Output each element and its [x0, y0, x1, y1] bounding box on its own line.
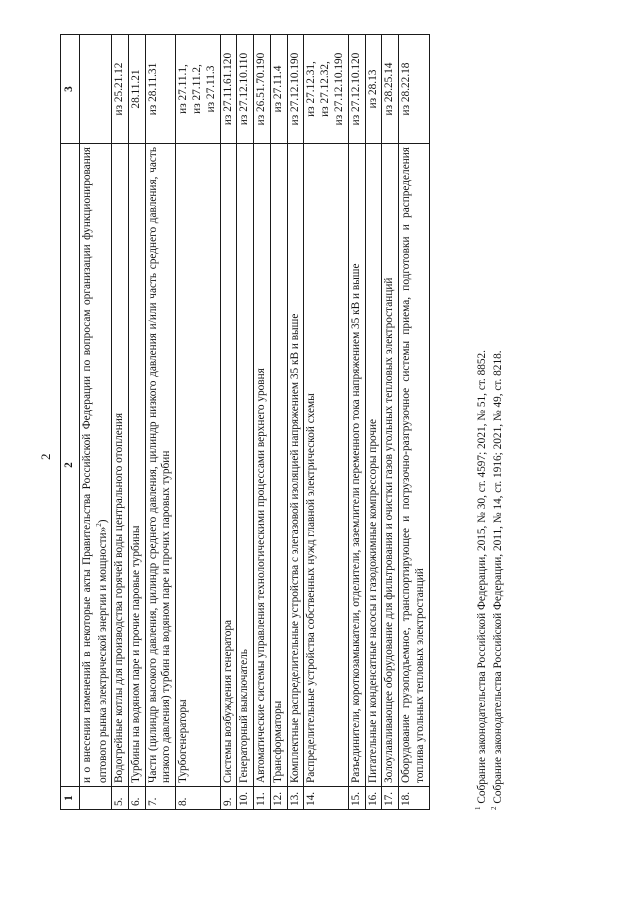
row-code: из 27.11.61.120	[220, 35, 237, 144]
footnote-text: Собрание законодательства Российской Федерации, 2011, № 14, ст. 1916; 2021, № 49, ст. 8218.	[491, 350, 504, 804]
row-number: 11.	[254, 787, 271, 810]
header-col-3: 3	[61, 35, 80, 144]
table-row	[79, 35, 111, 810]
table-row	[287, 35, 304, 810]
row-number: 9.	[220, 787, 237, 810]
footnote-2	[490, 350, 506, 810]
row-code: из 27.12.10.110	[237, 35, 254, 144]
footnote-mark: 2	[490, 806, 499, 810]
footnotes	[474, 350, 506, 810]
row-code: из 27.12.31, из 27.12.32, из 27.12.10.190	[304, 35, 348, 144]
row-number: 14.	[304, 787, 348, 810]
table-row	[365, 35, 382, 810]
row-number: 10.	[237, 787, 254, 810]
row-code: из 27.12.10.120	[348, 35, 365, 144]
row-description: Генераторный выключатель	[237, 144, 254, 787]
footnote-1	[474, 350, 490, 810]
row-code: из 27.11.1, из 27.11.2, из 27.11.3	[176, 35, 220, 144]
page-number: 2	[38, 453, 53, 460]
row-description: Разъединители, короткозамыкатели, отделители, заземлители переменного тока напряжением 35 кВ и выше	[348, 144, 365, 787]
row-description: и о внесении изменений в некоторые акты Правительства Российской Федерации по вопросам организации функционирования оптового рынка электрической энергии и мощности»$^2$)	[79, 144, 111, 787]
row-code: из 26.51.70.190	[254, 35, 271, 144]
footnote-ref: 2	[94, 523, 103, 527]
table-row	[112, 35, 129, 810]
row-code: из 28.11.31	[145, 35, 176, 144]
row-description: Системы возбуждения генератора	[220, 144, 237, 787]
header-col-2: 2	[61, 144, 80, 787]
row-description: Части (цилиндр высокого давления, цилиндр среднего давления, цилиндр низкого давления и/или часть среднего давления, часть низкого давления) турбин на водяном паре и прочих паровых турбин	[145, 144, 176, 787]
table-row	[382, 35, 399, 810]
equipment-table	[60, 34, 430, 810]
table-row	[270, 35, 287, 810]
row-description: Питательные и конденсатные насосы и газодожимные компрессоры прочие	[365, 144, 382, 787]
row-code: 28.11.21	[128, 35, 145, 144]
table-row	[348, 35, 365, 810]
row-code	[79, 35, 111, 144]
row-number: 5.	[112, 787, 129, 810]
table-row	[220, 35, 237, 810]
row-code: из 28.25.14	[382, 35, 399, 144]
row-description: Турбогенераторы	[176, 144, 220, 787]
row-code: из 25.21.12	[112, 35, 129, 144]
row-number: 18.	[399, 787, 430, 810]
row-code: из 28.22.18	[399, 35, 430, 144]
row-description: Комплектные распределительные устройства с элегазовой изоляцией напряжением 35 кВ и выше	[287, 144, 304, 787]
header-col-1: 1	[61, 787, 80, 810]
table-header-row	[61, 35, 80, 810]
row-number	[79, 787, 111, 810]
row-description: Водогрейные котлы для производства горячей воды центрального отопления	[112, 144, 129, 787]
row-code: из 28.13	[365, 35, 382, 144]
row-number: 7.	[145, 787, 176, 810]
row-number: 16.	[365, 787, 382, 810]
table-row	[128, 35, 145, 810]
row-number: 12.	[270, 787, 287, 810]
row-description: Оборудование грузоподъемное, транспортирующее и погрузочно-разгрузочное системы приема, подготовки и распределения топлива угольных тепловых электростанций	[399, 144, 430, 787]
table-row	[237, 35, 254, 810]
row-number: 13.	[287, 787, 304, 810]
table-row	[145, 35, 176, 810]
row-number: 15.	[348, 787, 365, 810]
footnote-mark: 1	[474, 806, 482, 810]
table-row	[304, 35, 348, 810]
table-row	[176, 35, 220, 810]
row-description: Распределительные устройства собственных нужд главной электрической схемы	[304, 144, 348, 787]
row-code: из 27.12.10.190	[287, 35, 304, 144]
row-description: Золоулавливающее оборудование для фильтрования и очистки газов угольных тепловых электростанций	[382, 144, 399, 787]
footnote-text: Собрание законодательства Российской Федерации, 2015, № 30, ст. 4597; 2021, № 51, ст. 8852.	[475, 350, 488, 804]
row-number: 17.	[382, 787, 399, 810]
row-code: из 27.11.4	[270, 35, 287, 144]
table-row	[254, 35, 271, 810]
row-description: Трансформаторы	[270, 144, 287, 787]
row-description: Автоматические системы управления технологическими процессами верхнего уровня	[254, 144, 271, 787]
row-number: 8.	[176, 787, 220, 810]
row-description: Турбины на водяном паре и прочие паровые турбины	[128, 144, 145, 787]
row-number: 6.	[128, 787, 145, 810]
table-row	[399, 35, 430, 810]
